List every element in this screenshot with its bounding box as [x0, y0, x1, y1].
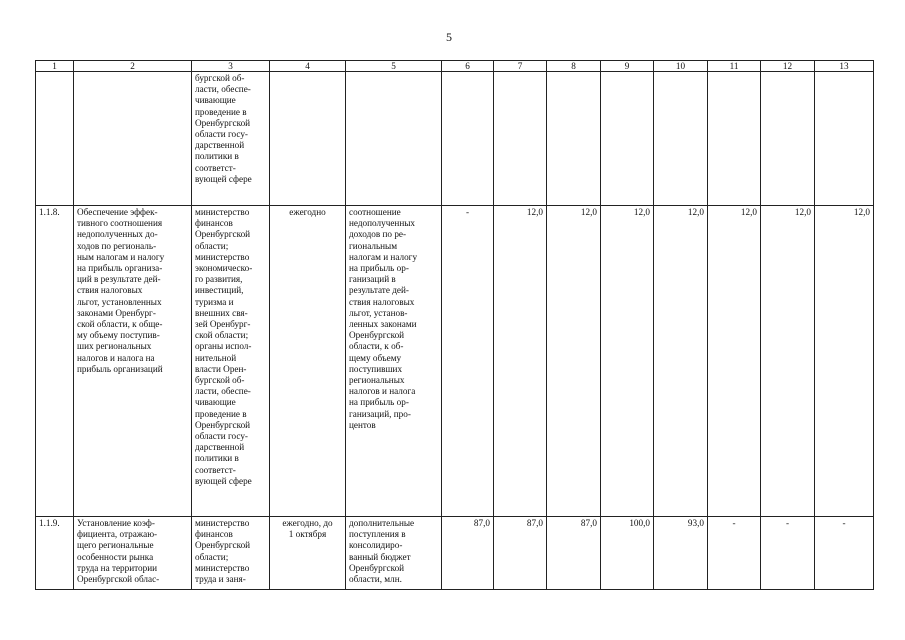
cell-line: области, млн.	[349, 574, 402, 585]
column-number-row	[36, 61, 874, 72]
cell-name	[74, 72, 192, 206]
cell-line: Оренбургской	[195, 229, 251, 240]
cell-line: министерство	[195, 518, 250, 528]
cell-value: 87,0	[494, 517, 547, 590]
cell-line: ствия налоговых	[77, 285, 143, 296]
column-number: 7	[494, 61, 547, 72]
cell-line: особенности рынка	[77, 551, 154, 562]
cell-line: вующей сфере	[195, 173, 252, 184]
cell-line: чивающие	[195, 95, 236, 106]
cell-line: поступления в	[349, 529, 406, 540]
cell-line: тивного соотношения	[77, 218, 163, 229]
measures-table	[35, 60, 874, 590]
cell-value	[442, 72, 494, 206]
cell-value: 93,0	[654, 517, 708, 590]
cell-line: гиональным	[349, 240, 398, 251]
column-number: 5	[346, 61, 442, 72]
cell-period	[270, 517, 346, 590]
column-number: 3	[192, 61, 270, 72]
cell-line: на прибыль организа-	[77, 263, 163, 274]
cell-line: соответст-	[195, 464, 236, 475]
cell-line: Обеспечение эффек-	[77, 207, 158, 217]
cell-line: недополученных	[349, 218, 416, 229]
cell-line: туризма и	[195, 296, 234, 307]
cell-line: органы испол-	[195, 341, 252, 352]
cell-name	[74, 206, 192, 517]
cell-line: результате дей-	[349, 285, 409, 296]
cell-indicator	[346, 206, 442, 517]
cell-line: ствия налоговых	[349, 296, 415, 307]
cell-line: дарственной	[195, 140, 245, 151]
cell-line: ванный бюджет	[349, 551, 411, 562]
cell-line: вующей сфере	[195, 475, 252, 486]
cell-line: недополученных до-	[77, 229, 158, 240]
cell-value: -	[815, 517, 874, 590]
cell-line: льгот, установленных	[77, 296, 162, 307]
page-number: 5	[446, 30, 452, 44]
column-number: 1	[36, 61, 74, 72]
cell-line: Оренбургской	[195, 540, 251, 551]
column-number: 4	[270, 61, 346, 72]
cell-line: труда и заня-	[195, 574, 246, 585]
cell-line: политики в	[195, 151, 239, 162]
cell-line: власти Орен-	[195, 363, 247, 374]
cell-line: чивающие	[195, 397, 236, 408]
cell-line: го развития,	[195, 274, 243, 285]
cell-line: налогов и налога на	[77, 352, 155, 363]
cell-line: бургской об-	[195, 375, 245, 386]
table-row-continuation	[36, 72, 874, 206]
cell-line: ской области;	[195, 330, 249, 341]
cell-value: 87,0	[442, 517, 494, 590]
cell-line: ших региональных	[77, 341, 152, 352]
cell-line: инвестиций,	[195, 285, 244, 296]
cell-value: 100,0	[601, 517, 654, 590]
cell-line: ходов по региональ-	[77, 240, 157, 251]
cell-line: льгот, установ-	[349, 307, 408, 318]
cell-line: фициента, отражаю-	[77, 529, 158, 540]
cell-line: Оренбургской	[195, 117, 251, 128]
cell-line: консолидиро-	[349, 540, 403, 551]
cell-indicator	[346, 517, 442, 590]
cell-line: области;	[195, 240, 229, 251]
cell-value: 12,0	[601, 206, 654, 517]
cell-num: 1.1.9.	[36, 517, 74, 590]
cell-line: щему объему	[349, 352, 402, 363]
cell-value	[547, 72, 601, 206]
cell-line: ным налогам и налогу	[77, 251, 165, 262]
cell-value: 12,0	[815, 206, 874, 517]
cell-line: министерство	[195, 207, 250, 217]
cell-line: дополнительные	[349, 518, 415, 528]
cell-executors	[192, 517, 270, 590]
cell-value: 12,0	[761, 206, 815, 517]
cell-line: финансов	[195, 529, 233, 540]
cell-line: области госу-	[195, 129, 248, 140]
cell-line: зей Оренбург-	[195, 319, 251, 330]
cell-line: министерство	[195, 251, 250, 262]
cell-line: на прибыль ор-	[349, 397, 409, 408]
cell-line: ганизаций, про-	[349, 408, 411, 419]
column-number: 6	[442, 61, 494, 72]
cell-value: -	[761, 517, 815, 590]
cell-line: финансов	[195, 218, 233, 229]
cell-value	[815, 72, 874, 206]
cell-line: законами Оренбург-	[77, 307, 156, 318]
column-number: 12	[761, 61, 815, 72]
column-number: 11	[708, 61, 761, 72]
cell-line: Оренбургской	[195, 419, 251, 430]
cell-line: области;	[195, 551, 229, 562]
cell-line: области, к об-	[349, 341, 404, 352]
cell-line: му объему поступив-	[77, 330, 160, 341]
cell-line: щего региональные	[77, 540, 154, 551]
cell-line: ласти, обеспе-	[195, 84, 251, 95]
column-number: 13	[815, 61, 874, 72]
cell-line: бургской об-	[195, 73, 245, 83]
cell-line: ской области, к обще-	[77, 319, 163, 330]
cell-line: ежегодно, до	[282, 518, 333, 528]
cell-value: 12,0	[708, 206, 761, 517]
cell-line: центов	[349, 419, 376, 430]
cell-line: области госу-	[195, 431, 248, 442]
cell-executors	[192, 72, 270, 206]
cell-value	[761, 72, 815, 206]
column-number: 8	[547, 61, 601, 72]
cell-value	[494, 72, 547, 206]
cell-line: проведение в	[195, 106, 247, 117]
cell-value	[601, 72, 654, 206]
cell-line: труда на территории	[77, 562, 158, 573]
cell-line: экономическо-	[195, 263, 253, 274]
cell-line: дарственной	[195, 442, 245, 453]
cell-line: ежегодно	[289, 207, 326, 217]
cell-line: нительной	[195, 352, 237, 363]
cell-line: Установление коэф-	[77, 518, 155, 528]
cell-line: прибыль организаций	[77, 363, 163, 374]
cell-line: региональных	[349, 375, 405, 386]
cell-line: Оренбургской	[349, 330, 405, 341]
cell-executors	[192, 206, 270, 517]
cell-period	[270, 72, 346, 206]
cell-line: Оренбургской	[349, 562, 405, 573]
cell-line: проведение в	[195, 408, 247, 419]
cell-line: ганизаций в	[349, 274, 396, 285]
cell-line: налогов и налога	[349, 386, 416, 397]
cell-name	[74, 517, 192, 590]
column-number: 10	[654, 61, 708, 72]
cell-line: Оренбургской облас-	[77, 574, 160, 585]
cell-period	[270, 206, 346, 517]
cell-value: -	[442, 206, 494, 517]
cell-value	[708, 72, 761, 206]
table-row-1-1-9	[36, 517, 874, 590]
cell-line: поступивших	[349, 363, 403, 374]
cell-line: доходов по ре-	[349, 229, 407, 240]
cell-indicator	[346, 72, 442, 206]
table-row-1-1-8	[36, 206, 874, 517]
cell-line: 1 октября	[288, 529, 327, 540]
cell-num: 1.1.8.	[36, 206, 74, 517]
cell-line: на прибыль ор-	[349, 263, 409, 274]
cell-value: 12,0	[547, 206, 601, 517]
cell-line: ленных законами	[349, 319, 417, 330]
cell-value: -	[708, 517, 761, 590]
cell-line: политики в	[195, 453, 239, 464]
cell-value: 87,0	[547, 517, 601, 590]
cell-value: 12,0	[654, 206, 708, 517]
cell-line: ласти, обеспе-	[195, 386, 251, 397]
cell-line: соотношение	[349, 207, 401, 217]
cell-value: 12,0	[494, 206, 547, 517]
cell-line: соответст-	[195, 162, 236, 173]
cell-line: налогам и налогу	[349, 251, 418, 262]
cell-line: ций в результате дей-	[77, 274, 161, 285]
cell-value	[654, 72, 708, 206]
column-number: 9	[601, 61, 654, 72]
cell-num	[36, 72, 74, 206]
cell-line: министерство	[195, 562, 250, 573]
cell-line: внешних свя-	[195, 307, 248, 318]
column-number: 2	[74, 61, 192, 72]
